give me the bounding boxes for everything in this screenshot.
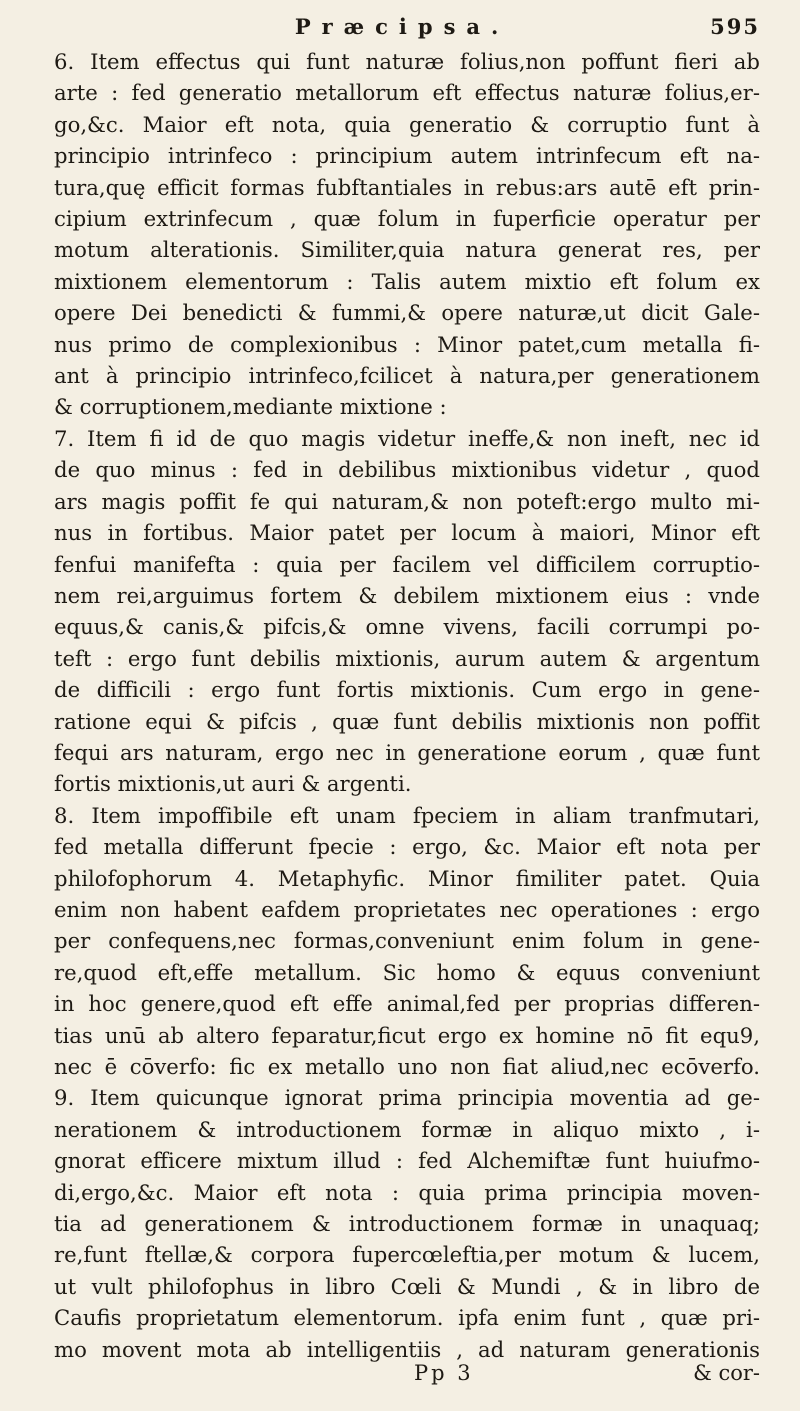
- page-footer: [54, 1361, 760, 1401]
- text-line: philofophorum 4. Metaphyfic. Minor fimiliter patet. Quia: [54, 865, 760, 891]
- text-line: 7. Item fi id de quo magis videtur ineffe,& non ineft, nec id: [54, 425, 760, 451]
- text-line: fequi ars naturam, ergo nec in generatione eorum , quæ funt: [54, 739, 760, 765]
- text-line: tura,quę efficit formas fubftantiales in rebus:ars autē eft prin-: [54, 174, 760, 200]
- text-line: arte : fed generatio metallorum eft effectus naturæ folius,er-: [54, 80, 760, 106]
- running-head: [54, 14, 760, 44]
- text-line: nem rei,arguimus fortem & debilem mixtionem eius : vnde: [54, 582, 760, 608]
- text-line: fenfui manifefta : quia per facilem vel difficilem corruptio-: [54, 551, 760, 577]
- text-line: re,funt ftellæ,& corpora fupercœleftia,per motum & lucem,: [54, 1242, 760, 1268]
- text-line: de difficili : ergo funt fortis mixtionis. Cum ergo in gene-: [54, 677, 760, 703]
- text-line: tia ad generationem & introductionem formæ in unaquaq;: [54, 1211, 760, 1237]
- text-line: ars magis poffit fe qui naturam,& non poteft:ergo multo mi-: [54, 488, 760, 514]
- text-line: 9. Item quicunque ignorat prima principia moventia ad ge-: [54, 1085, 760, 1111]
- signature-mark: Pp 3: [414, 1361, 474, 1386]
- text-line: di,ergo,&c. Maior eft nota : quia prima principia moven-: [54, 1179, 760, 1205]
- running-title: Præcipsa.: [294, 14, 510, 39]
- text-line: nus in fortibus. Maior patet per locum à maiori, Minor eft: [54, 520, 760, 546]
- text-line: tias unū ab altero feparatur,ficut ergo ex homine nō fit equ9,: [54, 1022, 760, 1048]
- text-line: opere Dei benedicti & fummi,& opere naturæ,ut dicit Gale-: [54, 300, 760, 326]
- text-line: fortis mixtionis,ut auri & argenti.: [54, 771, 412, 797]
- text-line: cipium extrinfecum , quæ folum in fuperficie operatur per: [54, 206, 760, 232]
- text-line: de quo minus : fed in debilibus mixtionibus videtur , quod: [54, 457, 760, 483]
- text-line: gnorat efficere mixtum illud : fed Alchemiftæ funt huiufmo-: [54, 1148, 760, 1174]
- text-line: equus,& canis,& pifcis,& omne vivens, facili corrumpi po-: [54, 614, 760, 640]
- text-line: mixtionem elementorum : Talis autem mixtio eft folum ex: [54, 268, 760, 294]
- text-line: nus primo de complexionibus : Minor patet,cum metalla fi-: [54, 331, 760, 357]
- text-line: ant à principio intrinfeco,fcilicet à natura,per generationem: [54, 363, 760, 389]
- text-line: fed metalla differunt fpecie : ergo, &c. Maior eft nota per: [54, 834, 760, 860]
- text-line: principio intrinfeco : principium autem intrinfecum eft na-: [54, 143, 760, 169]
- text-line: nerationem & introductionem formæ in aliquo mixto , i-: [54, 1116, 760, 1142]
- text-line: motum alterationis. Similiter,quia natura generat res, per: [54, 237, 760, 263]
- catchword: & cor-: [693, 1361, 760, 1386]
- text-line: nec ē cōverfo: fic ex metallo uno non fiat aliud,nec ecōverfo.: [54, 1054, 760, 1079]
- text-line: enim non habent eafdem proprietates nec operationes : ergo: [54, 896, 760, 922]
- text-line: go,&c. Maior eft nota, quia generatio & corruptio funt à: [54, 111, 760, 137]
- text-line: in hoc genere,quod eft effe animal,fed per proprias differen-: [54, 991, 760, 1017]
- text-line: 6. Item effectus qui funt naturæ folius,non poffunt fieri ab: [54, 49, 760, 74]
- text-line: re,quod eft,effe metallum. Sic homo & equus conveniunt: [54, 959, 760, 985]
- text-line: Caufis proprietatum elementorum. ipfa enim funt , quæ pri-: [54, 1305, 760, 1331]
- text-line: 8. Item impoffibile eft unam fpeciem in aliam tranfmutari,: [54, 802, 760, 828]
- text-line: mo movent mota ab intelligentiis , ad naturam generationis: [54, 1336, 760, 1362]
- text-line: ut vult philofophus in libro Cœli & Mundi , & in libro de: [54, 1273, 760, 1299]
- page-number: 595: [710, 14, 760, 39]
- text-line: teft : ergo funt debilis mixtionis, aurum autem & argentum: [54, 645, 760, 671]
- body-text: [54, 46, 760, 1365]
- text-line: & corruptionem,mediante mixtione :: [54, 394, 447, 420]
- text-line: ratione equi & pifcis , quæ funt debilis mixtionis non poffit: [54, 708, 760, 734]
- text-line: per confequens,nec formas,conveniunt enim folum in gene-: [54, 928, 760, 954]
